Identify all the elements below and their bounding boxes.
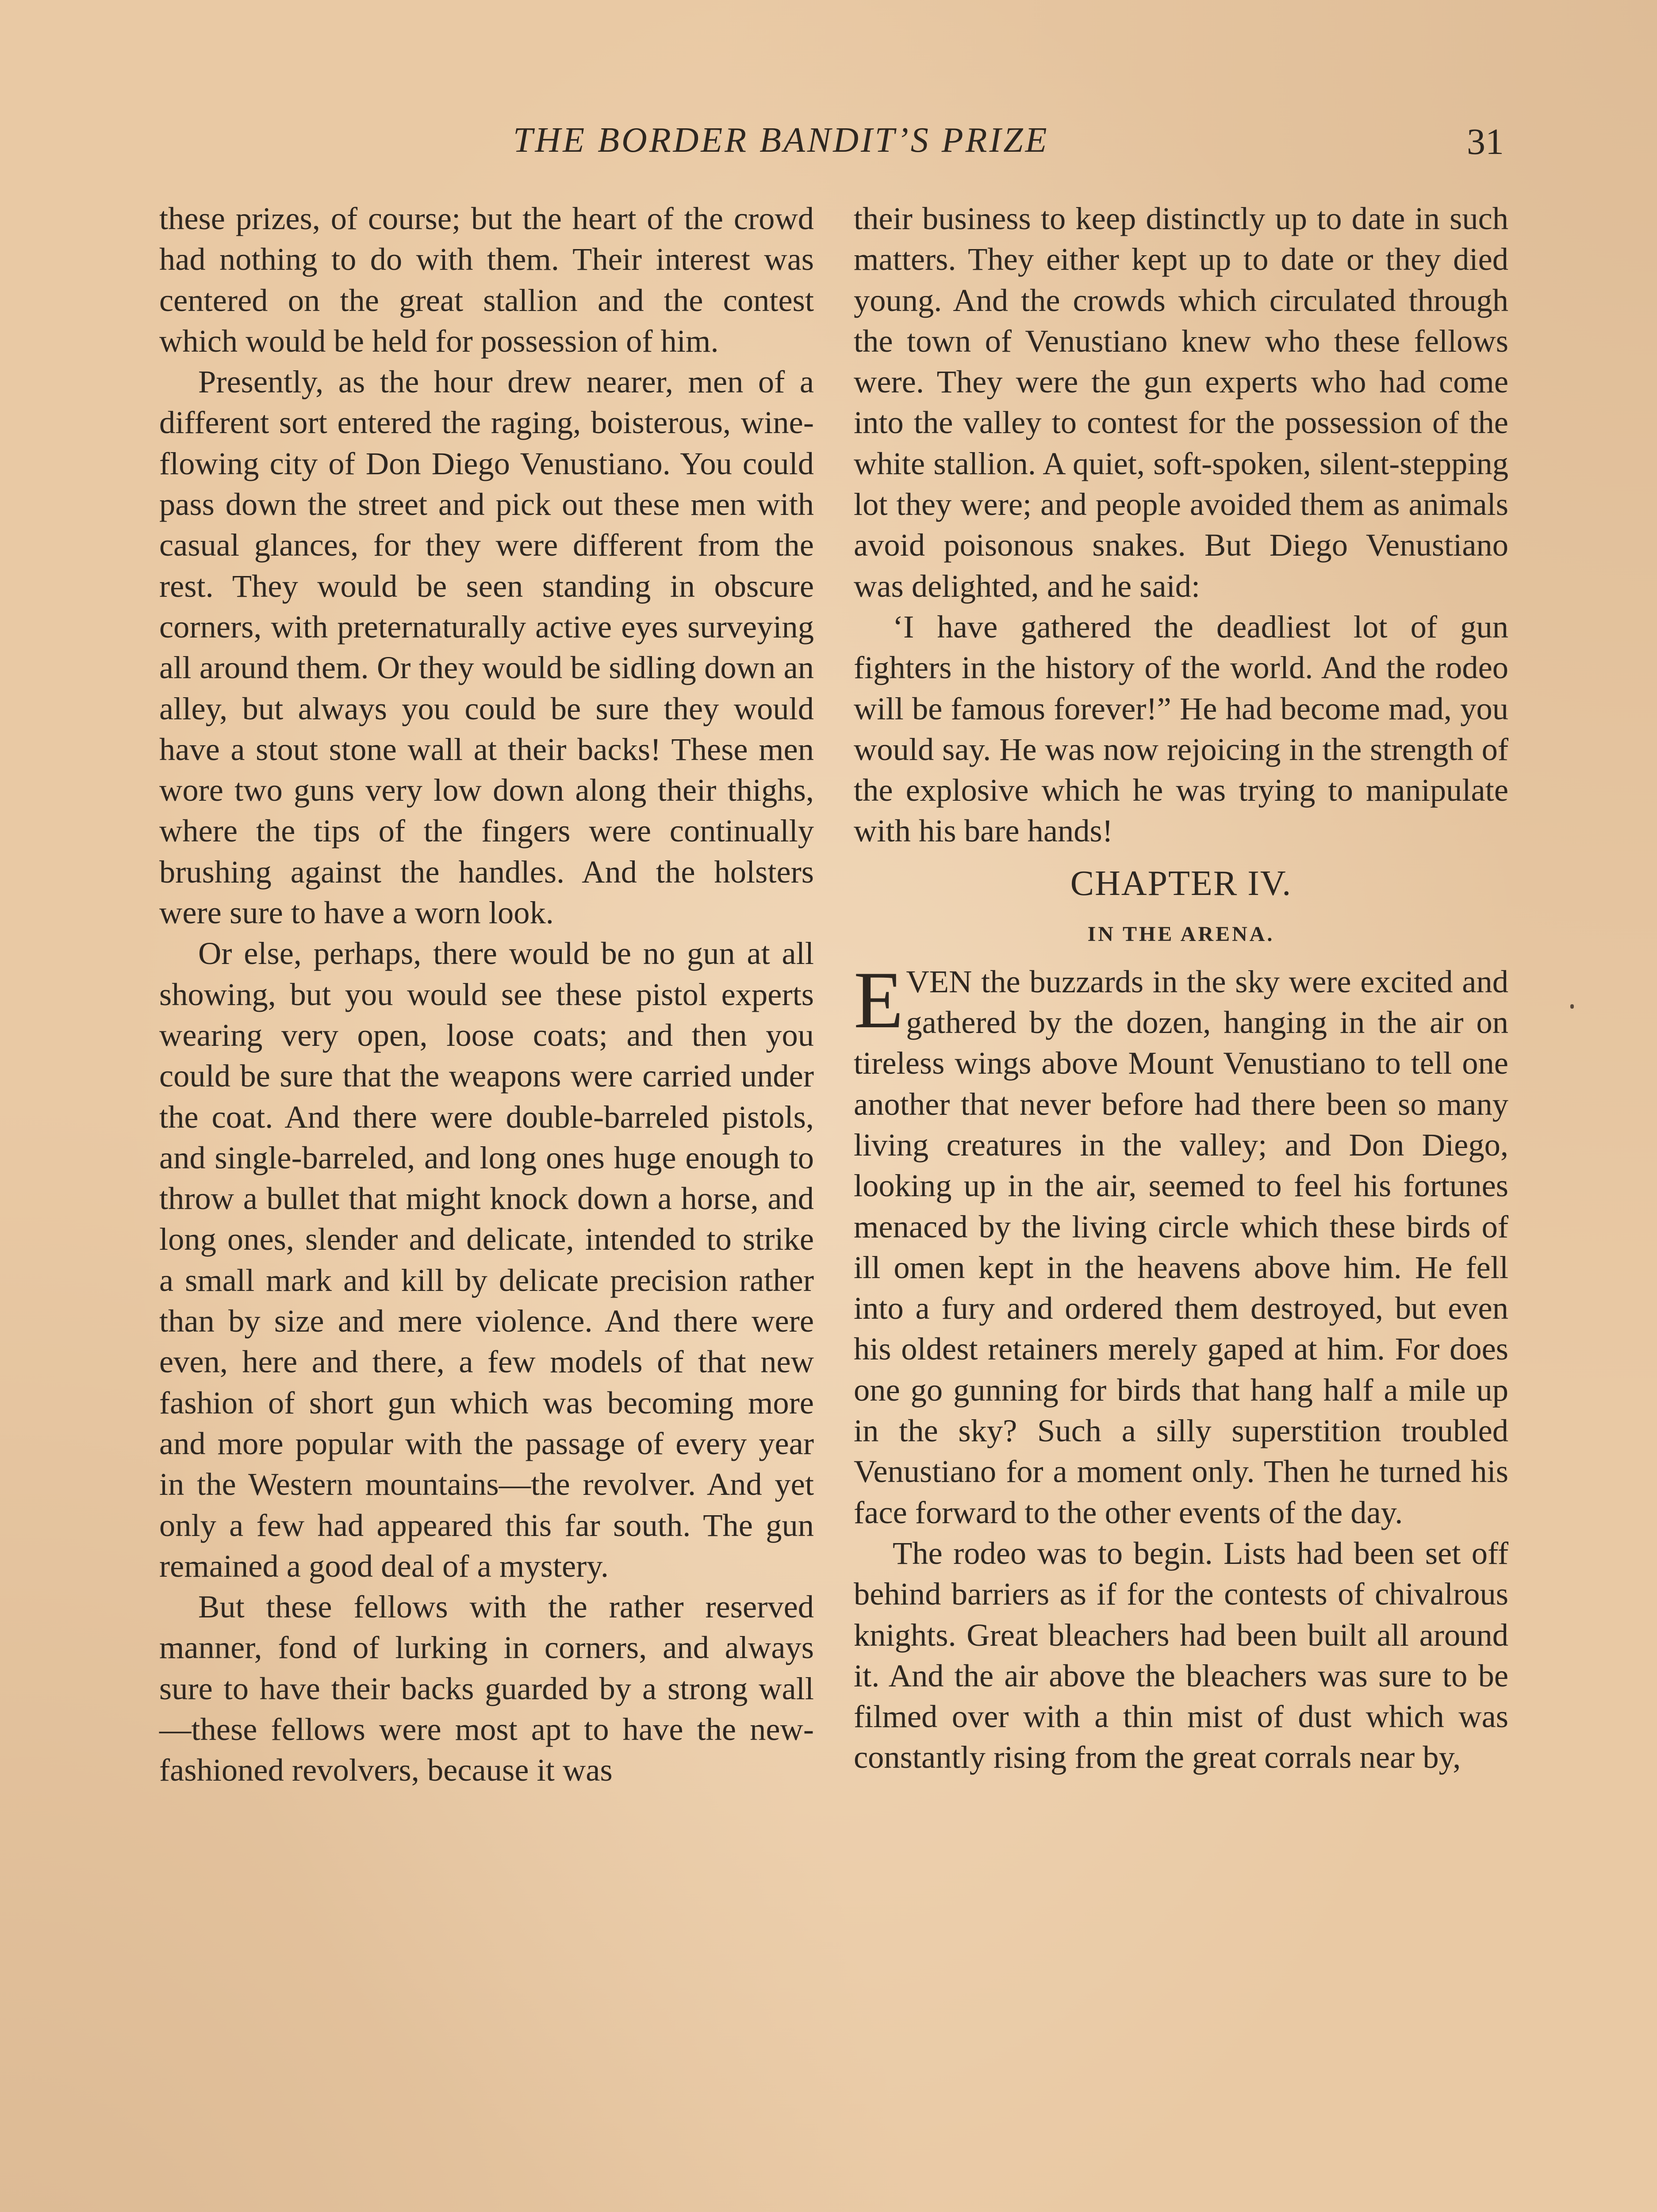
- paragraph: But these fellows with the rather reserved manner, fond of lurking in corners, and always sure to have their backs guarded by a strong wall—these fellows were most apt to have the new-fashioned revolvers, because it was: [159, 1589, 814, 1788]
- paragraph: their business to keep distinctly up to date in such matters. They either kept up to date or they died young. And the crowds which circulated through the town of Venustiano knew who these fellows were. They were the gun experts who had come into the valley to contest for the possession of the white stallion. A quiet, soft-spoken, silent-stepping lot they were; and people avoided them as animals avoid poisonous snakes. But Diego Venustiano was delighted, and he said:: [854, 200, 1508, 604]
- drop-cap: E: [854, 954, 904, 1045]
- paragraph: The rodeo was to begin. Lists had been set off behind barriers as if for the contests of chivalrous knights. Great bleachers had been built all around it. And the air above the bleachers was sure to be filmed over with a thin mist of dust which was constantly rising from the great corrals near by,: [854, 1535, 1508, 1775]
- chapter-title: CHAPTER IV.: [1070, 864, 1292, 903]
- paragraph: Presently, as the hour drew nearer, men of a different sort entered the raging, boisterous, wine-flowing city of Don Diego Venustiano. You could pass down the street and pick out these men with casual glances, for they were different from the rest. They would be seen standing in obscure corners, with preternaturally active eyes surveying all around them. Or they would be sidling down an alley, but always you could be sure they would have a stout stone wall at their backs! These men wore two guns very low down along their thighs, where the tips of the fingers were continually brushing against the handles. And the holsters were sure to have a worn look.: [159, 364, 814, 931]
- paper-speck: [1570, 1004, 1574, 1009]
- paragraph: Or else, perhaps, there would be no gun at all showing, but you would see these pistol experts wearing very open, loose coats; and then you could be sure that the weapons were carried under the coat. And there were double-barreled pistols, and single-barreled, and long ones huge enough to throw a bullet that might knock down a horse, and long ones, slender and delicate, intended to strike a small mark and kill by delicate precision rather than by size and mere violence. And there were even, here and there, a few models of that new fashion of short gun which was becoming more and more popular with the passage of every year in the Western mountains—the revolver. And yet only a few had appeared this far south. The gun remained a good deal of a mystery.: [159, 935, 814, 1584]
- running-head: [159, 120, 1504, 169]
- right-column: [854, 198, 1508, 1778]
- left-column: [159, 198, 814, 1791]
- paragraph: these prizes, of course; but the heart of the crowd had nothing to do with them. Their interest was centered on the great stallion and the contest which would be held for possession of him.: [159, 200, 814, 359]
- chapter-opening-paragraph: [854, 954, 1508, 1533]
- running-title: THE BORDER BANDIT’S PRIZE: [513, 121, 1049, 160]
- chapter-subtitle: IN THE ARENA.: [1087, 922, 1275, 946]
- page-number: 31: [1467, 121, 1504, 162]
- paragraph-text: VEN the buzzards in the sky were excited and gathered by the dozen, hanging in the air on tireless wings above Mount Venustiano to tell one another that never before had there been so many living creatures in the valley; and Don Diego, looking up in the air, seemed to feel his fortunes menaced by the living circle which these birds of ill omen kept in the heavens above him. He fell into a fury and ordered them destroyed, but even his oldest retainers merely gaped at him. For does one go gunning for birds that hang half a mile up in the sky? Such a silly superstition troubled Venustiano for a moment only. Then he turned his face forward to the other events of the day.: [854, 963, 1508, 1530]
- paragraph: ‘I have gathered the deadliest lot of gun fighters in the history of the world. And the rodeo will be famous forever!” He had become mad, you would say. He was now rejoicing in the strength of the explosive which he was trying to manipulate with his bare hands!: [854, 608, 1508, 849]
